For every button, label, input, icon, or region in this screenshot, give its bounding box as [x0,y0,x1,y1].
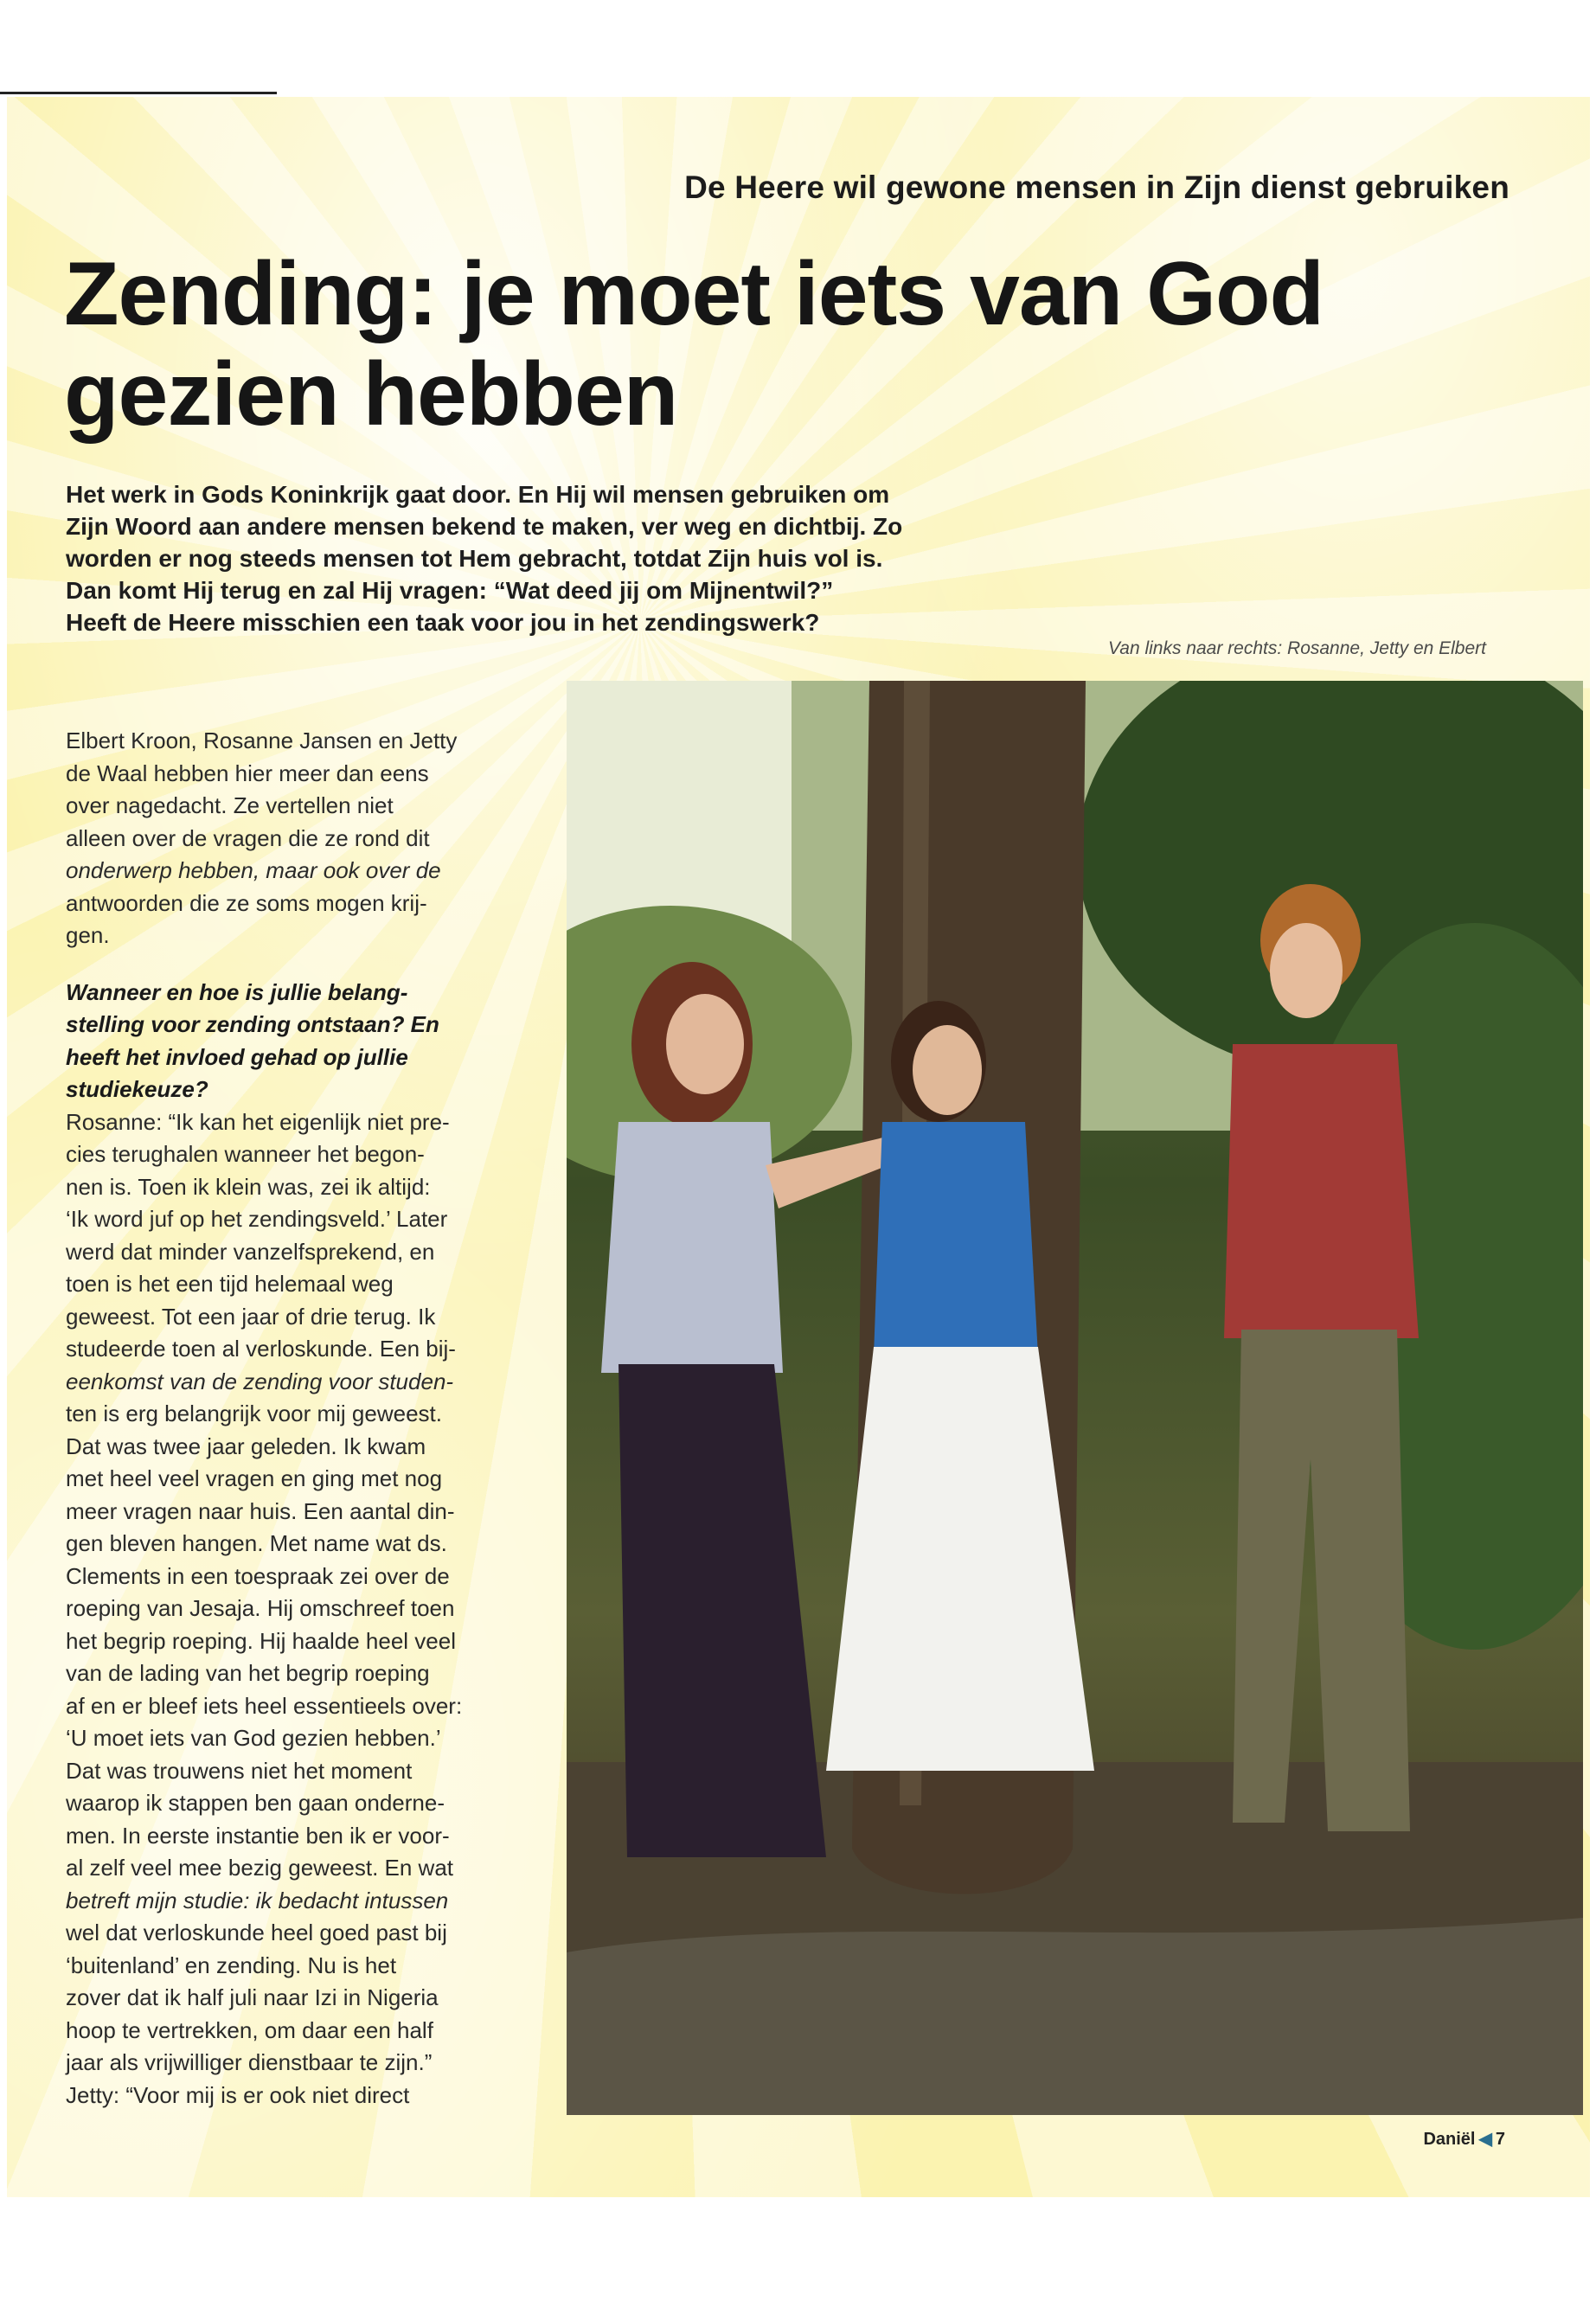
body-line: al zelf veel mee bezig geweest. En wat [66,1855,454,1881]
intro-line: Dan komt Hij terug en zal Hij vragen: “Wat deed jij om Mijnentwil?” [66,577,834,604]
body-line: toen is het een tijd helemaal weg [66,1271,394,1297]
person-1-blouse [601,1122,783,1373]
person-1-face [666,994,744,1094]
question-line: studiekeuze? [66,1076,208,1102]
body-line: roeping van Jesaja. Hij omschreef toen [66,1595,455,1621]
body-line: zover dat ik half juli naar Izi in Nigeria [66,1984,439,2010]
body-line: Rosanne: “Ik kan het eigenlijk niet pre- [66,1108,450,1135]
top-rule [0,92,277,94]
body-line: ten is erg belangrijk voor mij geweest. [66,1400,442,1426]
body-line: geweest. Tot een jaar of drie terug. Ik [66,1303,436,1330]
body-line: het begrip roeping. Hij haalde heel veel [66,1627,456,1654]
page-footer [0,2128,1505,2150]
person-1-skirt [619,1364,826,1857]
person-3-shirt [1224,1044,1419,1338]
article-body [66,725,533,2112]
body-line: werd dat minder vanzelfsprekend, en [66,1238,435,1265]
body-line: de Waal hebben hier meer dan eens [66,760,429,786]
body-paragraph-2 [66,1106,533,2112]
photo-caption: Van links naar rechts: Rosanne, Jetty en Elbert [1108,638,1486,658]
magazine-name: Daniël [1423,2130,1476,2149]
body-line: af en er bleef iets heel essentieels over: [66,1692,463,1719]
intro-paragraph [66,478,1009,638]
article-photo [567,681,1583,2115]
arrow-icon: ◀ [1478,2130,1492,2149]
body-line: studeerde toen al verloskunde. Een bij- [66,1336,456,1362]
person-2-shirt [874,1122,1038,1356]
body-line: wel dat verloskunde heel goed past bij [66,1920,447,1945]
headline-line-1: Zending: je moet iets van God [64,244,1324,344]
body-line: Clements in een toespraak zei over de [66,1562,450,1589]
body-line: Jetty: “Voor mij is er ook niet direct [66,2081,410,2108]
body-line: jaar als vrijwilliger dienstbaar te zijn.” [66,2049,433,2075]
intro-line: Het werk in Gods Koninkrijk gaat door. En Hij wil mensen gebruiken om [66,481,890,508]
body-line: Elbert Kroon, Rosanne Jansen en Jetty [66,727,458,753]
intro-line: Heeft de Heere misschien een taak voor jou in het zendingswerk? [66,609,820,636]
body-line: alleen over de vragen die ze rond dit [66,824,430,851]
body-line: over nagedacht. Ze vertellen niet [66,792,394,818]
question-line: heeft het invloed gehad op jullie [66,1043,408,1070]
body-line: betreft mijn studie: ik bedacht intussen [66,1887,449,1913]
body-line: hoop te vertrekken, om daar een half [66,2016,433,2043]
body-line: ‘Ik word juf op het zendingsveld.’ Later [66,1206,448,1232]
interview-question [66,977,533,1106]
headline-line-2: gezien hebben [64,344,678,445]
body-line: Dat was trouwens niet het moment [66,1757,413,1784]
body-line: men. In eerste instantie ben ik er voor- [66,1822,450,1849]
person-2-face [913,1025,982,1115]
body-line: onderwerp hebben, maar ook over de [66,857,441,883]
photo-illustration [567,681,1583,2115]
intro-line: Zijn Woord aan andere mensen bekend te maken, ver weg en dichtbij. Zo [66,513,903,540]
body-line: cies terughalen wanneer het begon- [66,1141,425,1167]
question-line: Wanneer en hoe is jullie belang- [66,978,408,1005]
body-line: Dat was twee jaar geleden. Ik kwam [66,1433,426,1459]
kicker: De Heere wil gewone mensen in Zijn dienst gebruiken [684,170,1509,205]
person-3-trousers [1233,1330,1410,1831]
body-line: gen. [66,922,110,948]
body-line: gen bleven hangen. Met name wat ds. [66,1530,447,1556]
body-paragraph-1 [66,725,533,952]
body-line: nen is. Toen ik klein was, zei ik altijd: [66,1173,431,1200]
person-3-face [1270,923,1343,1018]
body-line: met heel veel vragen en ging met nog [66,1465,443,1491]
intro-line: worden er nog steeds mensen tot Hem gebracht, totdat Zijn huis vol is. [66,545,883,572]
body-line: ‘U moet iets van God gezien hebben.’ [66,1725,441,1751]
body-line: antwoorden die ze soms mogen krij- [66,889,427,916]
path [567,1918,1583,2115]
headline [64,244,1448,445]
body-line: eenkomst van de zending voor studen- [66,1368,454,1394]
body-line: meer vragen naar huis. Een aantal din- [66,1497,455,1524]
body-line: waarop ik stappen ben gaan onderne- [66,1790,445,1816]
page-number: 7 [1495,2130,1505,2149]
body-line: van de lading van het begrip roeping [66,1660,430,1686]
question-line: stelling voor zending ontstaan? En [66,1011,439,1037]
body-line: ‘buitenland’ en zending. Nu is het [66,1952,397,1978]
